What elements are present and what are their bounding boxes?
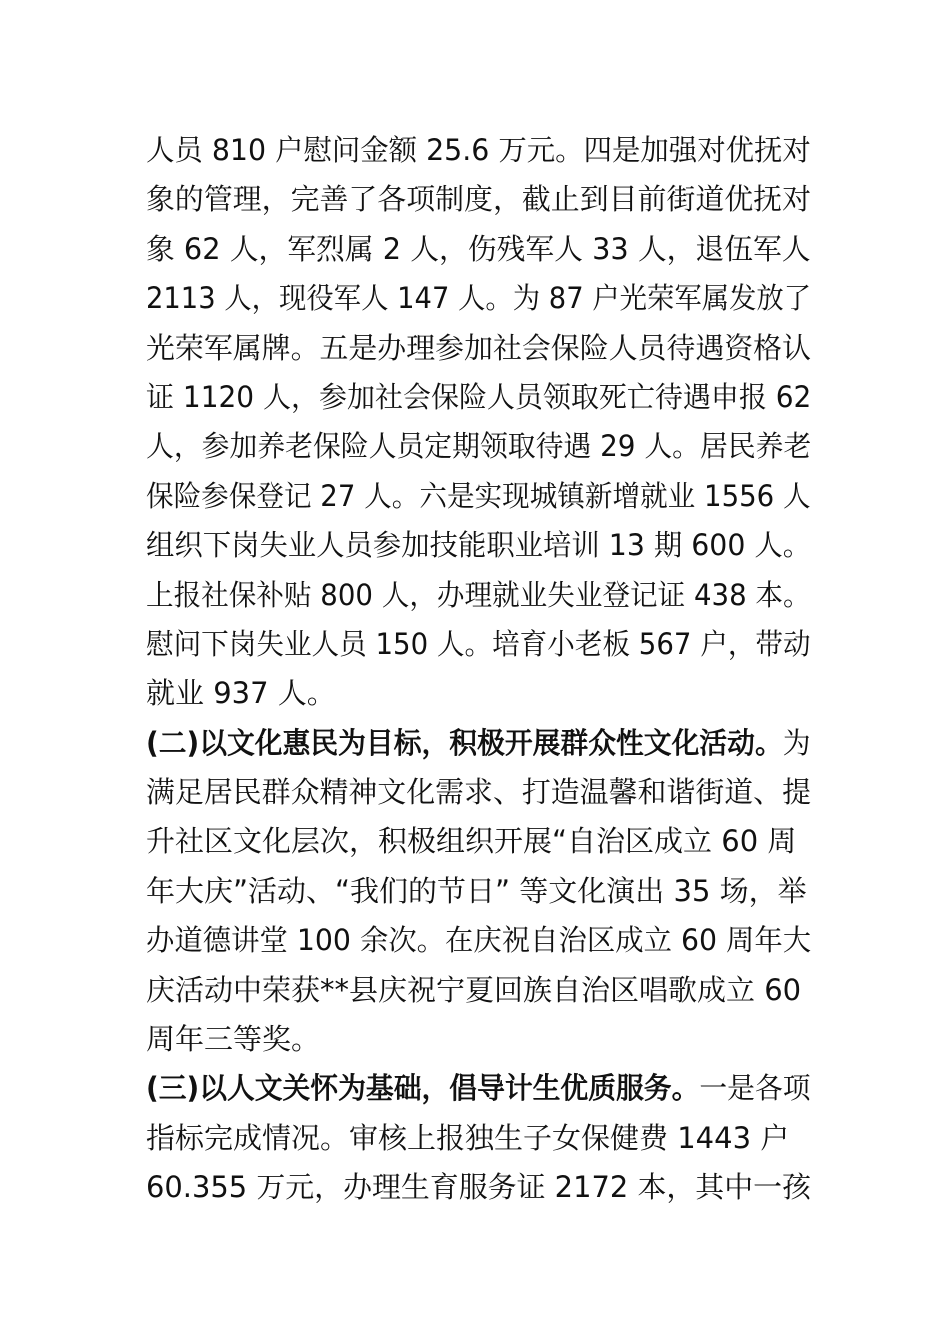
section-heading: (二)以文化惠民为目标，积极开展群众性文化活动。 xyxy=(146,725,783,760)
text-run: 象 62 人，军烈属 2 人，伤残军人 33 人，退伍军人 xyxy=(146,231,811,266)
text-line xyxy=(146,175,812,224)
text-line xyxy=(146,1015,811,1064)
text-line xyxy=(146,225,811,274)
text-run: 周年三等奖。 xyxy=(146,1022,321,1057)
text-run: 人员 810 户慰问金额 25.6 万元。四是加强对优抚对 xyxy=(146,133,811,167)
text-run: 庆活动中荣获**县庆祝宁夏回族自治区唱歌成立 60 xyxy=(146,972,802,1007)
text-line xyxy=(146,817,811,866)
text-line xyxy=(146,620,811,669)
text-run: 证 1120 人，参加社会保险人员领取死亡待遇申报 62 xyxy=(146,379,812,414)
text-line xyxy=(146,274,812,323)
text-line xyxy=(146,768,812,817)
text-line xyxy=(146,719,811,768)
text-line xyxy=(146,472,811,521)
text-line xyxy=(146,669,811,718)
text-line xyxy=(146,1114,811,1163)
text-line xyxy=(146,324,812,373)
text-line xyxy=(146,521,812,570)
text-line xyxy=(146,422,812,471)
text-run: 就业 937 人。 xyxy=(146,676,336,711)
text-run: 上报社保补贴 800 人，办理就业失业登记证 438 本。 xyxy=(146,577,811,612)
text-run: 保险参保登记 27 人。六是实现城镇新增就业 1556 人 xyxy=(146,478,811,513)
text-run: 慰问下岗失业人员 150 人。培育小老板 567 户，带动 xyxy=(146,626,811,661)
text-run: 满足居民群众精神文化需求、打造温馨和谐街道、提 xyxy=(146,775,812,810)
text-line xyxy=(146,966,811,1015)
text-line xyxy=(146,373,812,422)
text-run: 60.355 万元，办理生育服务证 2172 本，其中一孩 xyxy=(146,1170,811,1205)
text-line xyxy=(146,126,811,175)
text-run: 象的管理，完善了各项制度，截止到目前街道优抚对 xyxy=(146,182,812,217)
text-run: 升社区文化层次，积极组织开展“自治区成立 60 周 xyxy=(146,824,797,859)
text-run: 为 xyxy=(782,725,811,760)
text-run: 组织下岗失业人员参加技能职业培训 13 期 600 人。 xyxy=(146,528,812,563)
body-text xyxy=(146,126,811,1213)
text-run: 2113 人，现役军人 147 人。为 87 户光荣军属发放了 xyxy=(146,281,812,316)
text-line xyxy=(146,916,812,965)
text-line xyxy=(146,867,811,916)
text-line xyxy=(146,1163,809,1212)
text-run: 办道德讲堂 100 余次。在庆祝自治区成立 60 周年大 xyxy=(146,923,812,958)
text-run: 年大庆”活动、“我们的节日” 等文化演出 35 场，举 xyxy=(146,873,807,908)
text-line xyxy=(146,571,811,620)
text-line xyxy=(146,1064,811,1113)
text-run: 人，参加养老保险人员定期领取待遇 29 人。居民养老 xyxy=(146,429,812,464)
text-run: 光荣军属牌。五是办理参加社会保险人员待遇资格认 xyxy=(146,330,812,365)
text-run: 指标完成情况。审核上报独生子女保健费 1443 户 xyxy=(146,1120,790,1155)
text-run: 一是各项 xyxy=(699,1071,811,1106)
section-heading: (三)以人文关怀为基础，倡导计生优质服务。 xyxy=(146,1071,700,1106)
